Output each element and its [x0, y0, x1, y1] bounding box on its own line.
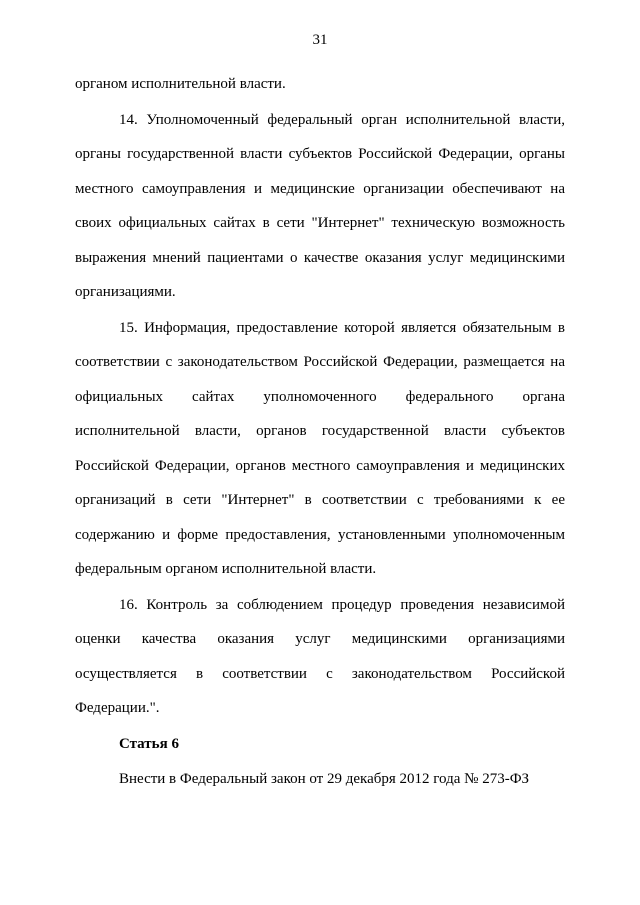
paragraph-14: 14. Уполномоченный федеральный орган исполнительной власти, органы государственной власти субъектов Российской Федерации, органы местного самоуправления и медицинские организации обеспечивают на своих официальных сайтах в сети "Интернет" техническую возможность выражения мнений пациентами о качестве оказания услуг медицинскими организациями. [75, 111, 565, 300]
document-body [75, 67, 565, 797]
article-text: Внести в Федеральный закон от 29 декабря 2012 года № 273-ФЗ [119, 771, 530, 787]
paragraph-15: 15. Информация, предоставление которой является обязательным в соответствии с законодательством Российской Федерации, размещается на официальных сайтах уполномоченного федерального органа исполнительной власти, органов государственной власти субъектов Российской Федерации, органов местного самоуправления и медицинских организаций в сети "Интернет" в соответствии с требованиями к ее содержанию и форме предоставления, установленными уполномоченным федеральным органом исполнительной власти. [75, 319, 565, 577]
page-number: 31 [312, 32, 328, 48]
article-heading: Статья 6 [119, 735, 179, 752]
paragraph-continuation: органом исполнительной власти. [75, 76, 286, 92]
paragraph-16: 16. Контроль за соблюдением процедур проведения независимой оценки качества оказания услуг медицинскими организациями осуществляется в соответствии с законодательством Российской Федерации.". [75, 596, 565, 716]
